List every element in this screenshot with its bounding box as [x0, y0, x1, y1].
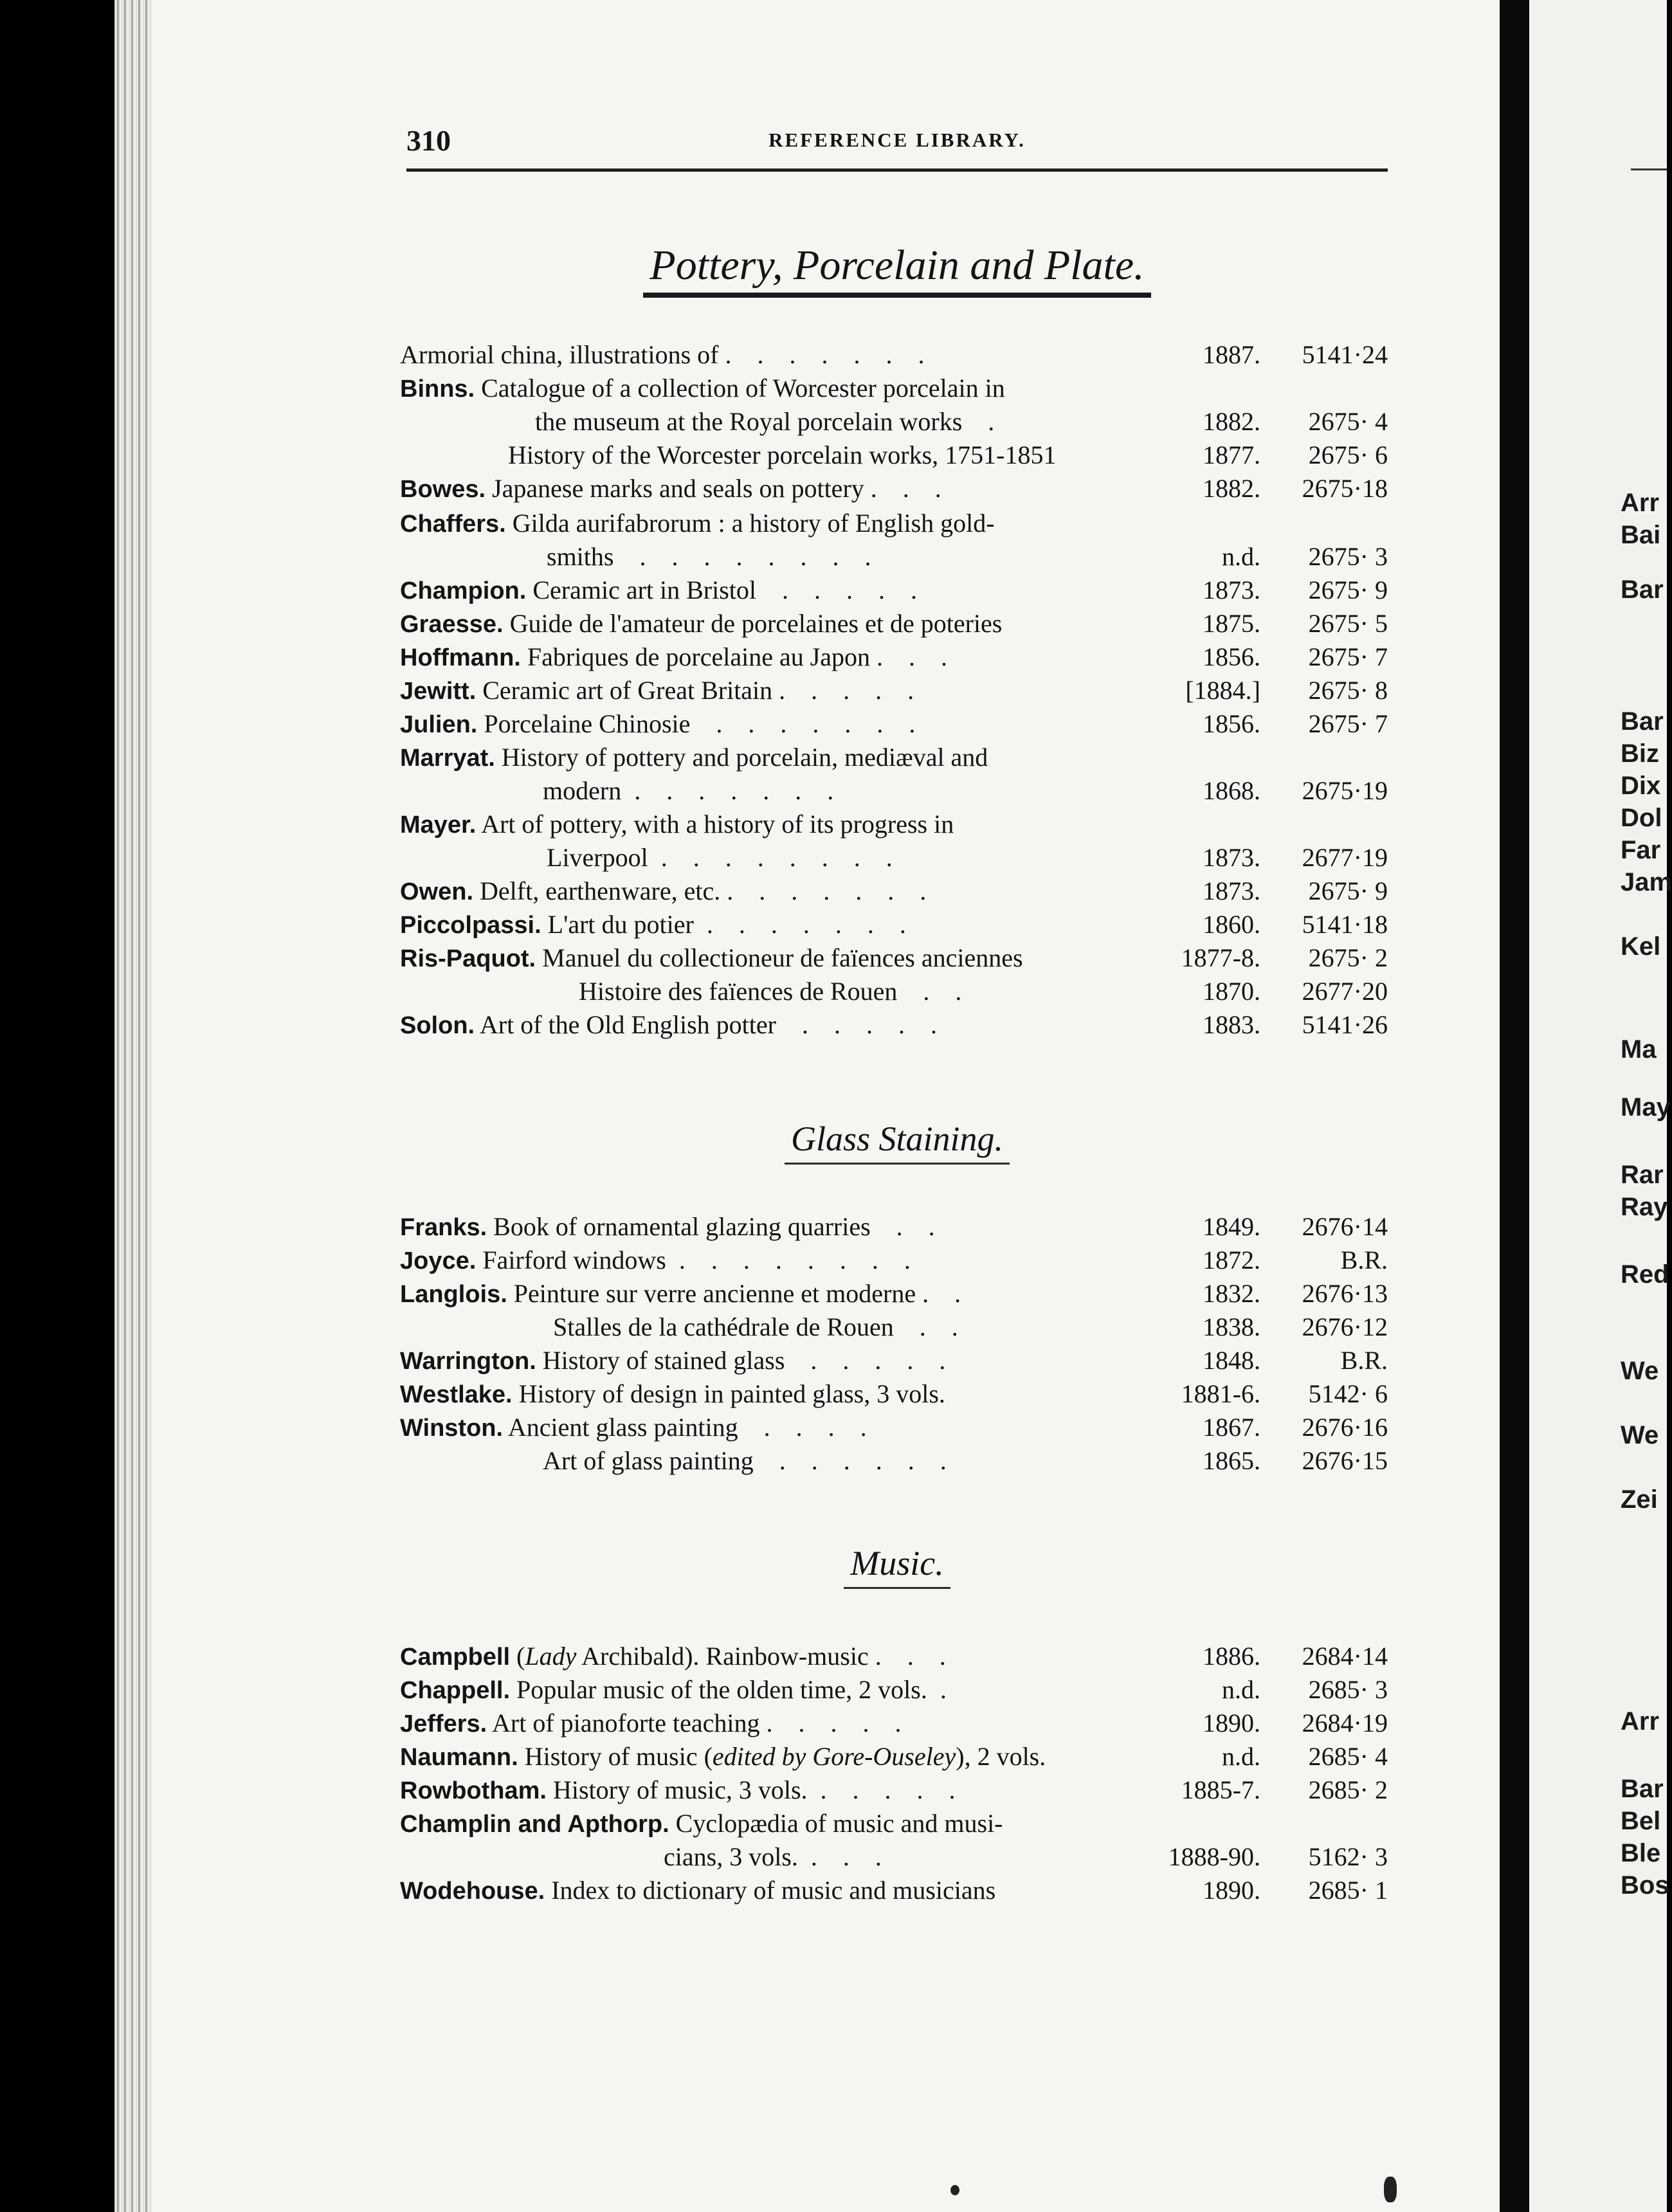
pottery-entry: [400, 338, 1395, 372]
entry-year: 1832.: [1203, 1279, 1260, 1308]
entry-title: Fairford windows: [482, 1246, 666, 1274]
pottery-entry: [400, 372, 1395, 405]
adjacent-page-fragment: Zei: [1621, 1485, 1658, 1514]
entry-author: Joyce.: [400, 1247, 477, 1274]
entry-year: 1883.: [1203, 1010, 1260, 1039]
glass-entry: [400, 1310, 1395, 1344]
glass-entry: [400, 1344, 1395, 1377]
entry-year: n.d.: [1222, 1742, 1260, 1771]
entry-author: Owen.: [400, 878, 474, 905]
entry-year: 1873.: [1203, 843, 1260, 872]
entry-author: Warrington.: [400, 1348, 536, 1375]
leader-dots: . .: [870, 1212, 935, 1241]
entry-shelfmark: 2677·20: [1302, 977, 1388, 1006]
pottery-entry: [400, 439, 1395, 472]
entry-title-italic: Lady: [525, 1642, 577, 1671]
entry-year: 1887.: [1203, 340, 1260, 369]
entry-shelfmark: 2684·14: [1302, 1642, 1388, 1671]
adjacent-page-fragment: Bar: [1621, 707, 1664, 736]
entry-author: Campbell: [400, 1644, 511, 1671]
entry-author: Piccolpassi.: [400, 912, 541, 939]
entry-title: Japanese marks and seals on pottery: [492, 474, 864, 503]
entry-title: Peinture sur verre ancienne et moderne: [513, 1279, 916, 1308]
adjacent-page-fragment: Ma: [1621, 1035, 1657, 1064]
entry-year: [1884.]: [1185, 676, 1260, 705]
entry-year: 1848.: [1203, 1346, 1260, 1375]
entry-title: Ceramic art of Great Britain: [482, 676, 773, 705]
entry-title: Liverpool: [547, 843, 648, 872]
entry-shelfmark: 2676·14: [1302, 1212, 1388, 1241]
pottery-entry: [400, 640, 1395, 674]
music-entry: [400, 1773, 1395, 1807]
adjacent-page-fragment: Bar: [1621, 576, 1664, 604]
pottery-entry: [400, 540, 1395, 574]
pottery-entry: [400, 875, 1395, 908]
adjacent-page-fragment: May: [1621, 1093, 1671, 1121]
entry-shelfmark: 2675· 8: [1308, 676, 1388, 705]
entry-title: modern: [543, 776, 622, 805]
entry-author: Mayer.: [400, 811, 477, 839]
entry-title: Stalles de la cathédrale de Rouen: [553, 1312, 894, 1341]
entry-year: 1867.: [1203, 1413, 1260, 1442]
leader-dots: .: [962, 407, 995, 436]
entry-shelfmark: 2676·15: [1302, 1446, 1388, 1475]
book-gutter: [1500, 0, 1529, 2212]
music-entry: [400, 1640, 1395, 1673]
adjacent-page-fragment: Kel: [1621, 932, 1661, 961]
entry-shelfmark: 2685· 1: [1308, 1876, 1388, 1905]
header-rule: [406, 168, 1388, 172]
leader-dots: . . . . . . .: [693, 910, 906, 939]
pottery-entry: [400, 607, 1395, 640]
entry-shelfmark: B.R.: [1340, 1246, 1388, 1274]
entry-title: Armorial china, illustrations of: [400, 340, 719, 369]
section-title-music: Music.: [406, 1543, 1388, 1589]
entry-shelfmark: 2675· 2: [1308, 943, 1388, 972]
adjacent-page-fragment: Bos: [1621, 1871, 1669, 1899]
entry-year: 1885-7.: [1181, 1775, 1260, 1804]
leader-dots: . . . . . . . .: [666, 1246, 911, 1274]
leader-dots: . . . .: [738, 1413, 867, 1442]
entry-year: 1873.: [1203, 576, 1260, 604]
entry-title: smiths: [547, 542, 614, 571]
scan-speck: [1384, 2177, 1397, 2202]
entry-shelfmark: B.R.: [1340, 1346, 1388, 1375]
adjacent-page-fragment: Jam: [1621, 868, 1672, 896]
glass-entry: [400, 1444, 1395, 1478]
adjacent-page-fragment: Bar: [1621, 1775, 1664, 1803]
entry-year: 1881-6.: [1181, 1379, 1260, 1408]
leader-dots: . . . . .: [785, 1346, 946, 1375]
adjacent-page-fragment: Ble: [1621, 1839, 1661, 1867]
adjacent-page-fragment: Dol: [1621, 804, 1662, 832]
entry-shelfmark: 2675·19: [1302, 776, 1388, 805]
entry-shelfmark: 2675·18: [1302, 474, 1388, 503]
leader-dots: .: [927, 1675, 947, 1704]
entry-title: Cyclopædia of music and musi-: [675, 1809, 1003, 1838]
entry-title-italic: edited by Gore-Ouseley: [712, 1742, 956, 1771]
entry-shelfmark: 2676·13: [1302, 1279, 1388, 1308]
entry-title: Ancient glass painting: [507, 1413, 738, 1442]
leader-dots: . . . . . .: [753, 1446, 947, 1475]
entry-shelfmark: 2675· 9: [1308, 576, 1388, 604]
entry-title: History of stained glass: [542, 1346, 785, 1375]
entry-shelfmark: 5162· 3: [1308, 1842, 1388, 1871]
entry-shelfmark: 2675· 7: [1308, 642, 1388, 671]
leader-dots: . . . . . . . .: [613, 542, 871, 571]
glass-entry: [400, 1277, 1395, 1310]
leader-dots: . . . . . . .: [690, 709, 916, 738]
entry-year: 1877.: [1203, 440, 1260, 469]
leader-dots: . . . . .: [759, 1709, 902, 1737]
entry-title: Fabriques de porcelaine au Japon: [527, 642, 871, 671]
entry-shelfmark: 2675· 9: [1308, 876, 1388, 905]
leader-dots: . . . . .: [756, 576, 918, 604]
entry-year: 1868.: [1203, 776, 1260, 805]
entry-author: Graesse.: [400, 611, 504, 638]
entry-title: Guide de l'amateur de porcelaines et de poteries: [509, 609, 1003, 638]
entry-author: Chaffers.: [400, 511, 506, 538]
entry-shelfmark: 2685· 4: [1308, 1742, 1388, 1771]
entry-shelfmark: 2676·12: [1302, 1312, 1388, 1341]
entry-title-rest: Archibald). Rainbow-music: [576, 1642, 869, 1671]
pottery-entry: [400, 574, 1395, 607]
entry-shelfmark: 2676·16: [1302, 1413, 1388, 1442]
entry-author: Naumann.: [400, 1744, 518, 1771]
page-header: [406, 123, 1388, 162]
music-entry: [400, 1807, 1395, 1840]
pottery-entry: [400, 674, 1395, 707]
entry-year: 1886.: [1203, 1642, 1260, 1671]
pottery-entry: [400, 975, 1395, 1008]
glass-entry: [400, 1210, 1395, 1244]
running-title: REFERENCE LIBRARY.: [768, 129, 1026, 151]
entry-year: 1849.: [1203, 1212, 1260, 1241]
entry-shelfmark: 2675· 7: [1308, 709, 1388, 738]
leader-dots: . . .: [797, 1842, 882, 1871]
entry-author: Rowbotham.: [400, 1777, 547, 1804]
section-title-glass: Glass Staining.: [406, 1119, 1388, 1165]
leader-dots: . .: [893, 1312, 958, 1341]
entry-title-rest: ), 2 vols.: [956, 1742, 1046, 1771]
pottery-entry: [400, 707, 1395, 741]
pottery-entry: [400, 507, 1395, 540]
entry-title: Art of pianoforte teaching: [492, 1709, 760, 1737]
entry-title: Popular music of the olden time, 2 vols.: [516, 1675, 927, 1704]
entry-author: Champlin and Apthorp.: [400, 1811, 669, 1838]
music-entry: [400, 1673, 1395, 1707]
entry-title: Art of pottery, with a history of its progress in: [481, 810, 954, 839]
pottery-entry: [400, 908, 1395, 941]
entry-title: cians, 3 vols.: [664, 1842, 798, 1871]
entry-shelfmark: 2675· 6: [1308, 440, 1388, 469]
adjacent-page-fragment: Bel: [1621, 1807, 1661, 1835]
entry-year: n.d.: [1222, 542, 1260, 571]
entry-year: n.d.: [1222, 1675, 1260, 1704]
pottery-entry: [400, 1008, 1395, 1042]
music-entry: [400, 1707, 1395, 1740]
adjacent-page-fragment: Far: [1621, 836, 1661, 864]
entry-author: Ris-Paquot.: [400, 945, 536, 972]
entry-author: Jewitt.: [400, 678, 477, 705]
entry-author: Champion.: [400, 577, 527, 604]
entry-shelfmark: 2685· 2: [1308, 1775, 1388, 1804]
entry-year: 1860.: [1203, 910, 1260, 939]
entry-year: 1838.: [1203, 1312, 1260, 1341]
adjacent-page-fragment: Arr: [1621, 1707, 1660, 1736]
leader-dots: . . . . . . .: [718, 340, 925, 369]
adjacent-page-fragment: Arr: [1621, 489, 1660, 517]
adjacent-page-fragment: Dix: [1621, 772, 1661, 800]
leader-dots: . . .: [868, 1642, 946, 1671]
entry-year: 1888-90.: [1168, 1842, 1260, 1871]
entry-shelfmark: 2685· 3: [1308, 1675, 1388, 1704]
adjacent-page-fragment: Biz: [1621, 739, 1659, 768]
entry-title: History of pottery and porcelain, mediæval and: [501, 743, 988, 772]
entry-title: (: [516, 1642, 525, 1671]
entry-author: Langlois.: [400, 1281, 507, 1308]
pottery-entry: [400, 472, 1395, 505]
entry-shelfmark: 2675· 4: [1308, 407, 1388, 436]
entry-title: Gilda aurifabrorum : a history of English gold-: [512, 509, 995, 538]
entry-shelfmark: 5141·26: [1302, 1010, 1388, 1039]
adjacent-page-fragment: We: [1621, 1421, 1659, 1449]
pottery-entry: [400, 741, 1395, 774]
adjacent-page-fragment: Bai: [1621, 521, 1661, 549]
section-title-pottery: Pottery, Porcelain and Plate.: [406, 241, 1388, 298]
entry-title: the museum at the Royal porcelain works: [535, 407, 963, 436]
scan-speck: [950, 2185, 959, 2195]
adjacent-page-fragment: Rar: [1621, 1161, 1664, 1189]
leader-dots: . . . . .: [772, 676, 914, 705]
entry-title: Manuel du collectioneur de faïences anciennes: [542, 943, 1023, 972]
entry-year: 1890.: [1203, 1876, 1260, 1905]
entry-year: 1870.: [1203, 977, 1260, 1006]
entry-author: Hoffmann.: [400, 644, 521, 671]
entry-year: 1865.: [1203, 1446, 1260, 1475]
entry-title: Book of ornamental glazing quarries: [493, 1212, 871, 1241]
leader-dots: . . . . . . . .: [648, 843, 893, 872]
music-entry: [400, 1740, 1395, 1773]
entry-title: Porcelaine Chinosie: [484, 709, 691, 738]
entry-author: Solon.: [400, 1012, 475, 1039]
entry-title: Ceramic art in Bristol: [532, 576, 757, 604]
adjacent-header-rule: [1631, 168, 1667, 170]
entry-year: 1877-8.: [1181, 943, 1260, 972]
leader-dots: . . . . .: [776, 1010, 937, 1039]
entry-title: Art of the Old English potter: [479, 1010, 776, 1039]
entry-title: Art of glass painting: [543, 1446, 754, 1475]
entry-year: 1856.: [1203, 709, 1260, 738]
entry-title: Histoire des faïences de Rouen: [579, 977, 898, 1006]
entry-shelfmark: 5141·18: [1302, 910, 1388, 939]
entry-year: 1882.: [1203, 474, 1260, 503]
pottery-entry: [400, 405, 1395, 439]
music-entry: [400, 1874, 1395, 1907]
entry-year: 1873.: [1203, 876, 1260, 905]
pottery-entry: [400, 774, 1395, 808]
leader-dots: . . . . . . .: [720, 876, 927, 905]
entry-shelfmark: 2675· 3: [1308, 542, 1388, 571]
entry-author: Julien.: [400, 711, 478, 738]
glass-entry: [400, 1244, 1395, 1277]
leader-dots: . .: [897, 977, 962, 1006]
adjacent-page-fragment: Ray: [1621, 1193, 1668, 1221]
entry-title: History of design in painted glass, 3 vols.: [518, 1379, 945, 1408]
glass-entry: [400, 1377, 1395, 1411]
entry-title: History of music, 3 vols.: [552, 1775, 808, 1804]
pottery-entry: [400, 941, 1395, 975]
page-number: 310: [406, 124, 451, 157]
entry-title: History of the Worcester porcelain works, 1751-1851: [508, 440, 1057, 469]
entry-year: 1890.: [1203, 1709, 1260, 1737]
entry-title: History of music (: [524, 1742, 713, 1771]
entry-shelfmark: 5141·24: [1302, 340, 1388, 369]
glass-entry: [400, 1411, 1395, 1444]
entry-author: Binns.: [400, 376, 475, 403]
pottery-entry: [400, 841, 1395, 875]
entry-author: Wodehouse.: [400, 1878, 545, 1905]
leader-dots: . . .: [864, 474, 941, 503]
adjacent-page-fragment: Red: [1621, 1260, 1669, 1289]
pottery-entry: [400, 808, 1395, 841]
entry-author: Franks.: [400, 1214, 487, 1241]
leader-dots: . .: [916, 1279, 961, 1308]
leader-dots: . . . . .: [807, 1775, 956, 1804]
entry-year: 1872.: [1203, 1246, 1260, 1274]
entry-shelfmark: 2677·19: [1302, 843, 1388, 872]
page-edge-stack: [114, 0, 152, 2212]
entry-author: Winston.: [400, 1415, 504, 1442]
entry-author: Westlake.: [400, 1381, 513, 1408]
entry-title: Index to dictionary of music and musicians: [551, 1876, 996, 1905]
entry-author: Bowes.: [400, 476, 486, 503]
entry-shelfmark: 5142· 6: [1308, 1379, 1388, 1408]
adjacent-page-fragment: We: [1621, 1357, 1659, 1385]
entry-title: Delft, earthenware, etc.: [480, 876, 721, 905]
entry-author: Chappell.: [400, 1677, 511, 1704]
entry-author: Marryat.: [400, 745, 495, 772]
entry-year: 1856.: [1203, 642, 1260, 671]
leader-dots: . . .: [870, 642, 948, 671]
leader-dots: . . . . . . .: [621, 776, 834, 805]
entry-year: 1882.: [1203, 407, 1260, 436]
entry-year: 1875.: [1203, 609, 1260, 638]
music-entry: [400, 1840, 1395, 1874]
entry-author: Jeffers.: [400, 1710, 487, 1737]
entry-title: Catalogue of a collection of Worcester porcelain in: [481, 374, 1005, 403]
entry-shelfmark: 2675· 5: [1308, 609, 1388, 638]
entry-shelfmark: 2684·19: [1302, 1709, 1388, 1737]
entry-title: L'art du potier: [547, 910, 694, 939]
